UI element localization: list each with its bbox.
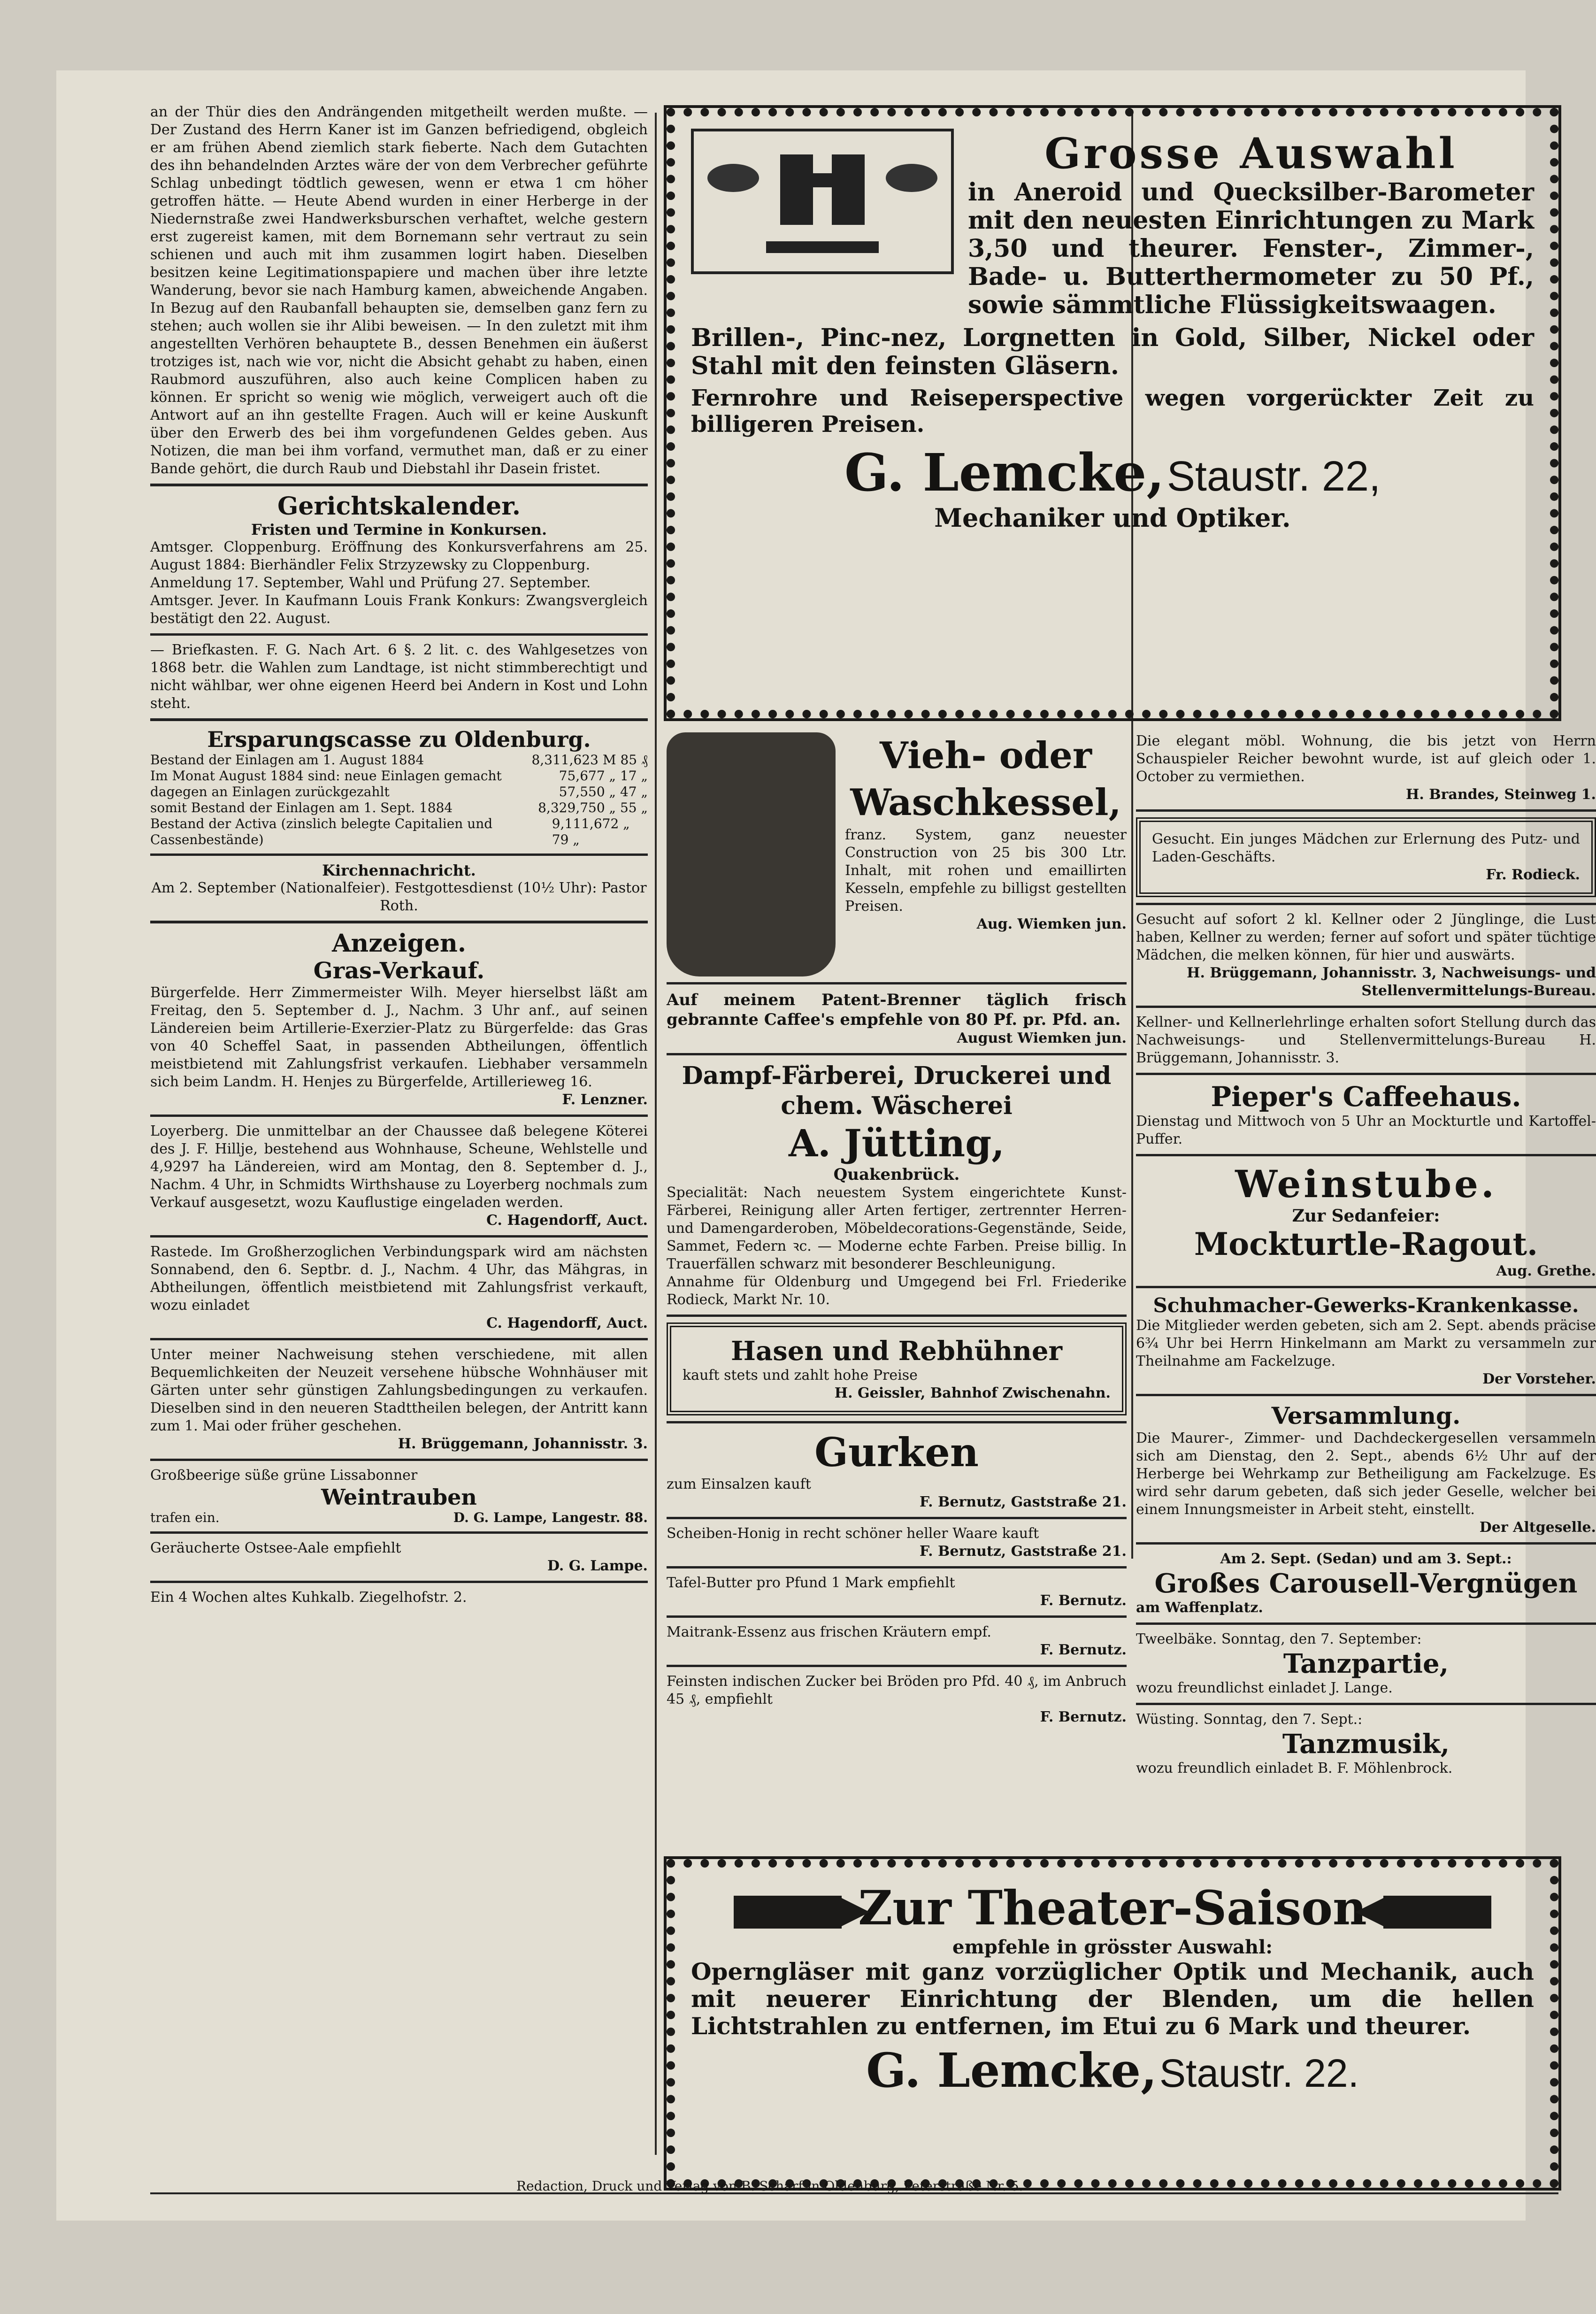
grapes-title: Weintrauben	[321, 1484, 477, 1510]
theater-ad	[667, 1859, 1558, 2188]
pieper-text: Dienstag und Mittwoch von 5 Uhr an Mockturtle und Kartoffel-Puffer.	[1136, 1113, 1596, 1147]
lemcke-role: Mechaniker und Optiker.	[934, 503, 1291, 533]
hare-title: Hasen und Rebhühner	[731, 1336, 1062, 1367]
binoculars-icon	[700, 136, 944, 267]
tweelbaeke-title: Tanzpartie,	[1283, 1648, 1449, 1679]
theater-firm: G. Lemcke,	[866, 2043, 1157, 2098]
hare-ad	[667, 1322, 1127, 1415]
news-article: an der Thür dies den Andrängenden mitgetheilt werden mußte. — Der Zustand des Herrn Kaner ist im Ganzen befriedigend, obgleich er am frühen Abend ziemlich stark fieberte. Nach dem Gutachten des ihn behandelnden Arztes wäre der von dem Verbrecher geführte Schlag unbedingt tödtlich gewesen, wenn er etwa 1 cm höher getroffen hätte. — Heute Abend wurden in einer Herberge in der Niedernstraße zwei Handwerksburschen verhaftet, welche gestern erst zugereist kamen, mit dem Bornemann sehr vertraut zu sein schienen und auch mit ihm zusammen logirt haben. Dieselben besitzen keine Legitimationspapiere und machen über ihre letzte Wanderung, bevor sie nach Hamburg kamen, abweichende Angaben. In Bezug auf den Raubanfall behaupten sie, demselben ganz fern zu stehen; auch wollen sie ihr Alibi beweisen. — In den zuletzt mit ihm angestellten Verhören behauptete B., dessen Benehmen ein äußerst trotziges ist, nach wie vor, nicht die Absicht gehabt zu haben, einen Raubmord auszuführen, also auch keine Complicen haben zu können. Er spricht so wenig wie möglich, verweigert auch oft die Antwort auf an ihn gestellte Fragen. Auch will er keine Auskunft über den Erwerb des bei ihm vorgefundenen Geldes geben. Aus Notizen, die man bei ihm vorfand, vermuthet man, daß er zu einer Bande gehört, die durch Raub und Diebstahl ihr Dasein fristet.	[150, 104, 648, 477]
girl-wanted-text: Gesucht. Ein junges Mädchen zur Erlernung des Putz- und Laden-Geschäfts.	[1152, 831, 1580, 865]
lemcke-firm: G. Lemcke,	[844, 442, 1165, 503]
gurken-text: zum Einsalzen kauft	[667, 1476, 811, 1492]
kettle-text: franz. System, ganz neuester Construction von 25 bis 300 Ltr. Inhalt, mit rohen und emaillirten Kesseln, empfehle zu billigst gestellten Preisen.	[845, 827, 1127, 915]
court-entry: Amtsger. Jever. In Kaufmann Louis Frank Konkurs: Zwangsvergleich bestätigt den 22. August.	[150, 592, 648, 627]
hare-signature: H. Geissler, Bahnhof Zwischenahn.	[834, 1385, 1111, 1401]
savings-table	[150, 752, 648, 848]
honey-signature: F. Bernutz, Gaststraße 21.	[919, 1543, 1127, 1560]
savings-row: Bestand der Einlagen am 1. August 1884 8,311,623 M 85 ₰	[150, 752, 648, 768]
dye-title: Dampf-Färberei, Druckerei und chem. Wäscherei	[682, 1061, 1112, 1120]
coffee-signature: August Wiemken jun.	[957, 1030, 1127, 1046]
savings-row: Bestand der Activa (zinslich belegte Capitalien und Cassenbestände) 9,111,672 „ 79 „	[150, 816, 630, 847]
shoe-signature: Der Vorsteher.	[1482, 1371, 1596, 1387]
church-news: Am 2. September (Nationalfeier). Festgottesdienst (10½ Uhr): Pastor Roth.	[151, 880, 647, 914]
loyerberg-ad: Loyerberg. Die unmittelbar an der Chaussee daß belegene Köterei des J. F. Hillje, bestehend aus Wohnhause, Scheune, Wehlstelle und 4,9297 ha Ländereien, wird am Montag, den 8. September d. J., Nachm. 4 Uhr, in Schmidts Wirthshause zu Loyerberg nochmals zum Verkauf ausgesetzt, wozu Kauflustige eingeladen werden.	[150, 1123, 648, 1211]
kettle-illustration	[667, 732, 836, 976]
tweelbaeke-date: Tweelbäke. Sonntag, den 7. September:	[1136, 1631, 1422, 1647]
rastede-signature: C. Hagendorff, Auct.	[486, 1315, 648, 1331]
court-entry: Amtsger. Cloppenburg. Eröffnung des Konkursverfahrens am 25. August 1884: Bierhändler Felix Strzyzewsky zu Cloppenburg.	[150, 539, 648, 573]
dye-city: Quakenbrück.	[833, 1165, 960, 1184]
apprentice-ad: Kellner- und Kellnerlehrlinge erhalten sofort Stellung durch das Nachweisungs- und Stellenvermittelungs-Bureau H. Brüggemann, Johannisstr. 3.	[1136, 1014, 1596, 1066]
column-rule	[655, 113, 657, 2155]
girl-wanted-signature: Fr. Rodieck.	[1486, 867, 1580, 883]
ads-title: Anzeigen.	[332, 929, 466, 958]
newspaper-page	[56, 70, 1596, 2221]
dye-text: Specialität: Nach neuestem System eingerichtete Kunst-Färberei, Reinigung aller Arten fertiger, zertrennter Herren- und Damengarderoben, Möbeldecorations-Gegenstände, Seide, Sammet, Federn ꝛc. — Moderne echte Farben. Preise billig. In Trauerfällen schwarz mit besonderer Beschleunigung.	[667, 1184, 1127, 1272]
pointing-hand-icon	[1383, 1896, 1491, 1929]
maitrank-signature: F. Bernutz.	[1040, 1642, 1127, 1658]
assembly-title: Versammlung.	[1271, 1402, 1461, 1430]
theater-address: Staustr. 22.	[1159, 2051, 1359, 2095]
dye-agent: Annahme für Oldenburg und Umgegend bei Frl. Friederike Rodieck, Markt Nr. 10.	[667, 1274, 1127, 1308]
court-calendar-subtitle: Fristen und Termine in Konkursen.	[251, 521, 547, 538]
honey-ad: Scheiben-Honig in recht schöner heller Waare kauft	[667, 1525, 1039, 1542]
kettle-signature: Aug. Wiemken jun.	[976, 916, 1127, 932]
houses-ad: Unter meiner Nachweisung stehen verschiedene, mit allen Bequemlichkeiten der Neuzeit versehene hübsche Wohnhäuser mit Gärten unter sehr günstigen Zahlungsbedingungen zu verkaufen. Dieselben sind in den neueren Stadttheilen belegen, der Antritt kann zum 1. Mai oder früher geschehen.	[150, 1346, 648, 1434]
lemcke-address: Staustr. 22,	[1166, 453, 1381, 500]
savings-row: dagegen an Einlagen zurückgezahlt 57,550 „ 47 „	[150, 784, 648, 800]
kettle-title: Vieh- oder Waschkessel,	[850, 734, 1121, 824]
savings-row: somit Bestand der Einlagen am 1. Sept. 1884 8,329,750 „ 55 „	[150, 800, 648, 815]
flat-ad: Die elegant möbl. Wohnung, die bis jetzt von Herrn Schauspieler Reicher bewohnt wurde, ist auf gleich oder 1. October zu vermiethen.	[1136, 733, 1596, 785]
wuesting-signature: wozu freundlich einladet B. F. Möhlenbrock.	[1136, 1760, 1453, 1776]
wine-title: Weinstube.	[1235, 1162, 1497, 1206]
imprint: Redaction, Druck und Verlag von B. Scharf in Oldenburg, Peterstraße Nr. 5.	[516, 2178, 1023, 2194]
loyerberg-signature: C. Hagendorff, Auct.	[486, 1212, 648, 1229]
sugar-ad: Feinsten indischen Zucker bei Bröden pro Pfd. 40 ₰, im Anbruch 45 ₰, empfiehlt	[667, 1673, 1127, 1707]
grapes-row: trafen ein. D. G. Lampe, Langestr. 88.	[150, 1510, 648, 1525]
calf-ad: Ein 4 Wochen altes Kuhkalb. Ziegelhofstr. 2.	[150, 1589, 467, 1606]
church-news-title: Kirchennachricht.	[322, 861, 476, 879]
flat-signature: H. Brandes, Steinweg 1.	[1406, 786, 1596, 803]
middle-column	[667, 732, 1127, 1850]
hare-text: kauft stets und zahlt hohe Preise	[683, 1367, 918, 1384]
assembly-text: Die Maurer-, Zimmer- und Dachdeckergesellen versammeln sich am Dienstag, den 2. Sept., abends 6½ Uhr auf der Herberge bei Wehrkamp zur Betheiligung am Fackelzuge. Es wird sehr darum gebeten, daß sich jeder Geselle, welcher bei einem Innungsmeister in Arbeit steht, einstellt.	[1136, 1430, 1596, 1518]
sugar-signature: F. Bernutz.	[1040, 1709, 1127, 1725]
savings-bank-title: Ersparungscasse zu Oldenburg.	[207, 727, 591, 752]
court-calendar-title: Gerichtskalender.	[277, 492, 521, 521]
wine-signature: Aug. Grethe.	[1496, 1263, 1596, 1279]
gurken-signature: F. Bernutz, Gaststraße 21.	[919, 1494, 1127, 1510]
wine-subtitle: Zur Sedanfeier:	[1292, 1206, 1440, 1226]
pieper-title: Pieper's Caffeehaus.	[1211, 1081, 1521, 1113]
butter-signature: F. Bernutz.	[1040, 1592, 1127, 1609]
letterbox-notice: — Briefkasten. F. G. Nach Art. 6 §. 2 lit. c. des Wahlgesetzes von 1868 betr. die Wahlen zum Landtage, ist nicht stimmberechtigt und nicht wählbar, wer ohne eigenen Heerd bei Andern in Kost und Lohn steht.	[150, 642, 648, 712]
eel-signature: D. G. Lampe.	[547, 1558, 648, 1574]
left-column	[150, 103, 648, 2188]
eel-ad: Geräucherte Ostsee-Aale empfiehlt	[150, 1540, 401, 1556]
grass-sale-title: Gras-Verkauf.	[313, 958, 485, 984]
rastede-ad: Rastede. Im Großherzoglichen Verbindungspark wird am nächsten Sonnabend, den 6. Septbr. d. J., Nachm. 4 Uhr, das Mähgras, in Abtheilungen, öffentlich meistbietend mit Zahlungsfrist verkauft, wozu einladet	[150, 1244, 648, 1314]
grass-sale-signature: F. Lenzner.	[562, 1092, 648, 1108]
telescope-text: Fernrohre und Reiseperspective wegen vorgerückter Zeit zu billigeren Preisen.	[691, 385, 1534, 438]
wuesting-title: Tanzmusik,	[1282, 1729, 1450, 1760]
court-entry: Anmeldung 17. September, Wahl und Prüfung 27. September.	[150, 575, 591, 591]
glasses-text: Brillen-, Pinc-nez, Lorgnetten in Gold, Silber, Nickel oder Stahl mit den feinsten Gläsern.	[691, 323, 1534, 380]
waiters-signature: H. Brüggemann, Johannisstr. 3, Nachweisungs- und Stellenvermittelungs-Bureau.	[1187, 965, 1596, 999]
barometer-text: in Aneroid und Quecksilber-Barometer mit den neuesten Einrichtungen zu Mark 3,50 und theurer. Fenster-, Zimmer-, Bade- u. Butterthermometer zu 50 Pf., sowie sämmtliche Flüssigkeitswaagen.	[968, 178, 1534, 319]
grass-sale-text: Bürgerfelde. Herr Zimmermeister Wilh. Meyer hierselbst läßt am Freitag, den 5. September d. J., Nachm. 3 Uhr anf., auf seinen Ländereien beim Artillerie-Exerzier-Platz zu Bürgerfelde: das Gras von 40 Scheffel Saat, in passenden Abtheilungen, öffentlich meistbietend mit Zahlungsfrist verkaufen. Liebhaber versammeln sich beim Landm. H. Henjes zu Bürgerfelde, Artillerieweg 16.	[150, 984, 648, 1090]
theater-text: Operngläser mit ganz vorzüglicher Optik und Mechanik, auch mit neuerer Einrichtung der Blenden, um die hellen Lichtstrahlen zu entfernen, im Etui zu 6 Mark und theurer.	[691, 1958, 1534, 2040]
coffee-ad: Auf meinem Patent-Brenner täglich frisch gebrannte Caffee's empfehle von 80 Pf. pr. Pfd. an.	[667, 991, 1127, 1029]
sedan-dates: Am 2. Sept. (Sedan) und am 3. Sept.:	[1220, 1551, 1512, 1567]
houses-signature: H. Brüggemann, Johannisstr. 3.	[398, 1436, 648, 1452]
maitrank-ad: Maitrank-Essenz aus frischen Kräutern empf.	[667, 1624, 991, 1640]
shoe-title: Schuhmacher-Gewerks-Krankenkasse.	[1153, 1294, 1579, 1317]
gurken-title: Gurken	[814, 1429, 979, 1476]
barometer-ad	[667, 108, 1558, 718]
grapes-intro: Großbeerige süße grüne Lissabonner	[150, 1467, 418, 1484]
wine-dish: Mockturtle-Ragout.	[1194, 1226, 1538, 1262]
girl-wanted-ad	[1136, 817, 1596, 897]
binoculars-illustration	[691, 129, 954, 274]
barometer-title: Grosse Auswahl	[1044, 129, 1458, 178]
savings-row: Im Monat August 1884 sind: neue Einlagen gemacht 75,677 „ 17 „	[150, 768, 648, 784]
butter-ad: Tafel-Butter pro Pfund 1 Mark empfiehlt	[667, 1575, 955, 1591]
wuesting-date: Wüsting. Sonntag, den 7. Sept.:	[1136, 1711, 1363, 1728]
pointing-hand-icon	[734, 1896, 842, 1929]
theater-title: Zur Theater-Saison	[858, 1880, 1367, 1936]
theater-subtitle: empfehle in grösster Auswahl:	[952, 1936, 1273, 1958]
tweelbaeke-signature: wozu freundlichst einladet J. Lange.	[1136, 1680, 1393, 1696]
right-column	[1136, 732, 1596, 1850]
dye-firm: A. Jütting,	[788, 1121, 1005, 1165]
waiters-ad: Gesucht auf sofort 2 kl. Kellner oder 2 Jünglinge, die Lust haben, Kellner zu werden; ferner auf sofort und später tüchtige Mädchen, die melken können, für hier und auswärts.	[1136, 911, 1596, 963]
carousel-place: am Waffenplatz.	[1136, 1599, 1263, 1616]
shoe-text: Die Mitglieder werden gebeten, sich am 2. Sept. abends präcise 6¾ Uhr bei Herrn Hinkelmann am Markt zu versammeln zur Theilnahme am Fackelzuge.	[1136, 1317, 1596, 1369]
assembly-signature: Der Altgeselle.	[1479, 1519, 1596, 1536]
carousel-title: Großes Carousell-Vergnügen	[1154, 1568, 1578, 1599]
